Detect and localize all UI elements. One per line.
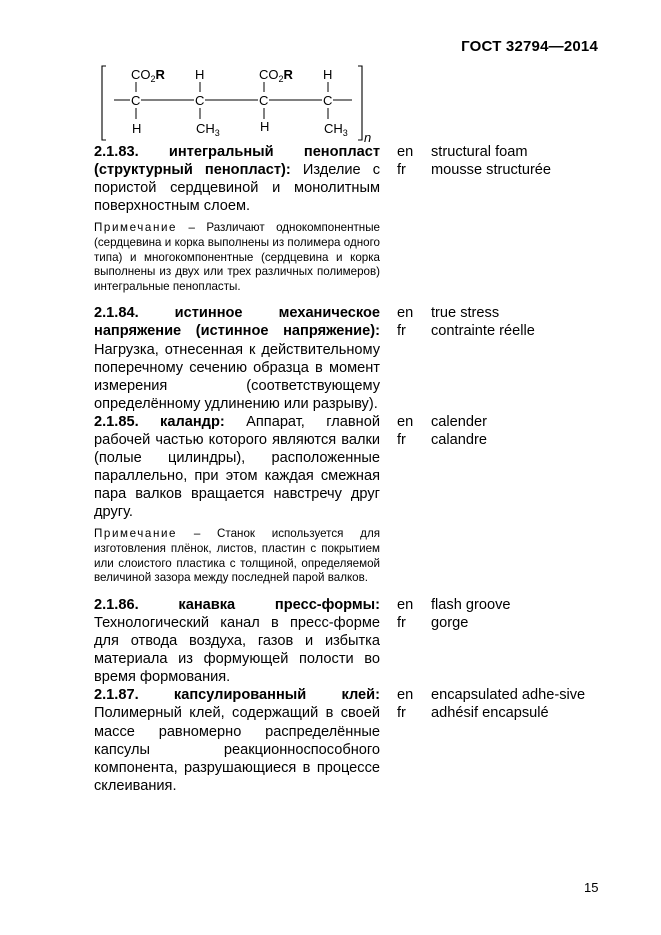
language-codes — [397, 686, 419, 722]
lang-en: en — [397, 687, 414, 704]
repeat-index-n: n — [364, 130, 372, 145]
term-title: 2.1.83. интегральный пенопласт (структурный пенопласт): — [94, 144, 380, 179]
top-group-2: H — [195, 67, 205, 82]
terms-list — [94, 143, 614, 795]
top-group-1: $CO_2R$ — [131, 67, 165, 84]
term-entry-2-1-83 — [94, 143, 614, 298]
translations — [431, 304, 621, 340]
note-text: – Различают однокомпонентные (сердцевина и корка выполнены из полимера одного типа) и многокомпонентные (сердцевина и корка выполнены из двух или трех различных полимеров) интегральные пенопласты. — [94, 221, 380, 293]
top-group-4: H — [323, 67, 333, 82]
term-entry-2-1-84 — [94, 304, 614, 413]
lang-fr: fr — [397, 162, 406, 179]
translation-en: encapsulated adhe-sive — [431, 687, 586, 704]
translation-fr: contrainte réelle — [431, 323, 535, 340]
note — [94, 527, 380, 585]
document-header: ГОСТ 32794—2014 — [461, 38, 598, 55]
note-text: – Станок используется для изготовления плёнок, листов, пластин с покрытием или слоистого пластика с толщиной, определяемой величиной зазора между последней парой валков. — [94, 527, 380, 585]
translations — [431, 143, 621, 179]
lang-fr: fr — [397, 323, 406, 340]
term-entry-2-1-86 — [94, 596, 614, 686]
language-codes — [397, 143, 419, 179]
definition-text: Технологический канал в пресс-форме для отвода воздуха, газов и избытка материала из формующей полости во время формования. — [94, 614, 380, 686]
top-group-3: $CO_2R$ — [259, 67, 293, 84]
page-number: 15 — [584, 880, 599, 895]
term-entry-2-1-87 — [94, 686, 614, 795]
lang-en: en — [397, 596, 414, 613]
left-bracket — [102, 66, 106, 140]
translation-en: true stress — [431, 305, 500, 322]
definition — [94, 686, 380, 795]
term-title: 2.1.84. истинное механическое напряжение (истинное напряжение): — [94, 305, 380, 340]
bottom-group-4: $CH_3$ — [324, 121, 348, 138]
language-codes — [397, 304, 419, 340]
right-bracket — [358, 66, 362, 140]
note-label: Примечание — [94, 527, 178, 541]
translation-fr: gorge — [431, 614, 469, 631]
lang-en: en — [397, 413, 414, 430]
language-codes — [397, 596, 419, 632]
definition — [94, 143, 380, 215]
language-codes — [397, 413, 419, 449]
lang-en: en — [397, 144, 414, 160]
lang-fr: fr — [397, 432, 406, 448]
translations — [431, 686, 621, 722]
definition — [94, 304, 380, 413]
translations — [431, 413, 621, 449]
translation-fr: mousse structurée — [431, 162, 552, 179]
definition-text: Аппарат, главной рабочей частью которого являются валки (полые цилиндры), расположенные параллельно, при этом каждая смежная пара валков вращается навстречу друг другу. — [94, 413, 380, 521]
note-label: Примечание — [94, 221, 178, 235]
lang-fr: fr — [397, 614, 406, 631]
definition — [94, 596, 380, 686]
translation-fr: adhésif encapsulé — [431, 705, 549, 722]
lang-en: en — [397, 305, 414, 322]
translations — [431, 596, 621, 632]
polymer-structure-formula — [96, 60, 386, 150]
carbon-4: C — [323, 93, 333, 108]
translation-en: flash groove — [431, 596, 511, 613]
carbon-1: C — [131, 93, 141, 108]
bottom-group-2: $CH_3$ — [196, 121, 220, 138]
translation-en: structural foam — [431, 144, 528, 160]
translation-fr: calandre — [431, 432, 487, 448]
term-title: 2.1.86. канавка пресс-формы: — [94, 596, 380, 613]
term-title: 2.1.85. каландр: — [94, 413, 225, 430]
term-title: 2.1.87. капсулированный клей: — [94, 687, 380, 704]
term-entry-2-1-85 — [94, 413, 614, 590]
definition-text: Изделие с пористой сердцевиной и монолитным поверхностным слоем. — [94, 162, 380, 215]
definition — [94, 413, 380, 522]
bottom-group-1: H — [132, 121, 142, 136]
carbon-3: C — [259, 93, 269, 108]
definition-text: Полимерный клей, содержащий в своей массе равномерно распределённые капсулы реакционноспособного компонента, разрушающиеся в процессе склеивания. — [94, 705, 380, 794]
translation-en: calender — [431, 413, 487, 430]
carbon-2: C — [195, 93, 205, 108]
note — [94, 221, 380, 294]
bottom-group-3: H — [260, 119, 270, 134]
definition-text: Нагрузка, отнесенная к действительному поперечному сечению образца в момент измерения (соответствующему определённому удлинению или разрыву). — [94, 341, 380, 412]
lang-fr: fr — [397, 705, 406, 722]
